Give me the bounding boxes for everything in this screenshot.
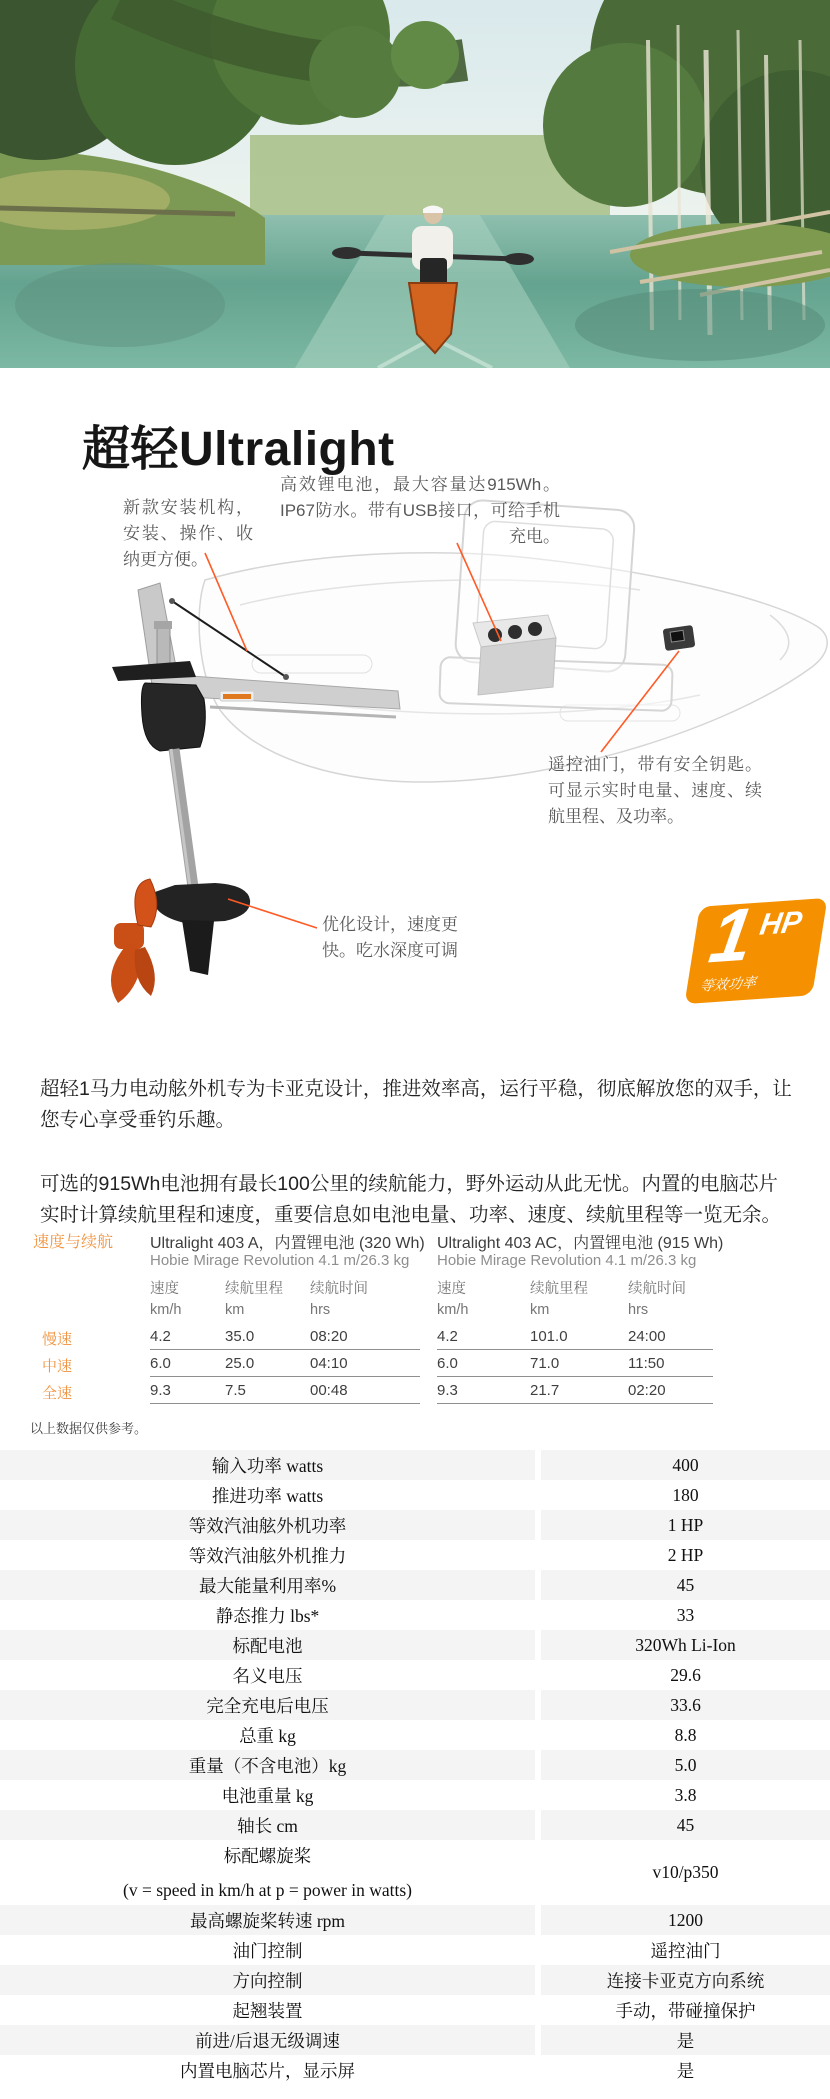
hero-photo-art — [0, 0, 830, 368]
spec-value-cell: 遥控油门 — [650, 1940, 721, 1961]
measure-name: 续航时间 — [310, 1281, 368, 1297]
hp-caption: 等效功率 — [698, 973, 758, 995]
spec-sublabel: (v = speed in km/h at p = power in watts) — [123, 1880, 412, 1900]
speed-range-label: 速度与续航 — [33, 1234, 114, 1251]
speed-value: 04:10 — [310, 1355, 348, 1372]
speed-value: 00:48 — [310, 1382, 348, 1399]
spec-label-cell: 方向控制 — [0, 1965, 535, 1995]
spec-value-cell: 45 — [541, 1570, 830, 1600]
measure-unit: hrs — [628, 1302, 649, 1318]
row-separator — [437, 1349, 713, 1350]
table-row — [0, 1840, 830, 1905]
spec-value-cell: 33.6 — [541, 1690, 830, 1720]
spec-value-cell: 2 HP — [667, 1544, 704, 1565]
speed-value: 101.0 — [530, 1328, 568, 1345]
speed-col-title-2: Ultralight 403 AC，内置锂电池 (915 Wh) — [437, 1235, 724, 1252]
annotation-throttle: 遥控油门，带有安全钥匙。可显示实时电量、速度、续航里程、及功率。 — [548, 755, 762, 826]
spec-label-cell: 重量（不含电池）kg — [0, 1750, 535, 1780]
spec-value-cell: 5.0 — [541, 1750, 830, 1780]
speed-row-label: 慢速 — [42, 1331, 73, 1348]
row-separator — [437, 1376, 713, 1377]
table-row — [0, 1450, 830, 1480]
remote-control — [663, 625, 696, 651]
measure-name: 速度 — [437, 1281, 466, 1297]
spec-value-cell: v10/p350 — [652, 1862, 719, 1882]
measure-name: 续航里程 — [225, 1281, 283, 1297]
hero-photo — [0, 0, 830, 368]
spec-label: 标配螺旋桨 — [223, 1846, 312, 1866]
speed-col-subtitle-2: Hobie Mirage Revolution 4.1 m/26.3 kg — [437, 1252, 697, 1269]
speed-value: 9.3 — [150, 1382, 171, 1399]
table-row — [0, 1810, 830, 1840]
table-row — [0, 1510, 830, 1540]
spec-value-cell: 33 — [676, 1604, 695, 1625]
speed-value: 11:50 — [628, 1355, 665, 1372]
row-separator — [437, 1403, 713, 1404]
speed-range-section — [0, 1222, 830, 1450]
spec-value-cell: 1200 — [541, 1905, 830, 1935]
battery-box — [473, 615, 556, 695]
table-row — [0, 1935, 830, 1965]
spec-label-cell: 静态推力 lbs* — [215, 1605, 320, 1626]
spec-label-cell: 前进/后退无级调速 — [0, 2025, 535, 2055]
table-row — [0, 1600, 830, 1630]
measure-name: 续航时间 — [628, 1281, 686, 1297]
spec-label-cell: 油门控制 — [232, 1940, 303, 1961]
row-separator — [150, 1403, 420, 1404]
speed-value: 4.2 — [437, 1328, 458, 1345]
spec-label-cell: 等效汽油舷外机推力 — [188, 1545, 347, 1566]
spec-label-cell: 等效汽油舷外机功率 — [0, 1510, 535, 1540]
speed-value: 08:20 — [310, 1328, 348, 1345]
spec-value-cell: 3.8 — [674, 1784, 697, 1805]
spec-label-cell: 最高螺旋桨转速 rpm — [0, 1905, 535, 1935]
table-row — [0, 1750, 830, 1780]
speed-value: 24:00 — [628, 1328, 666, 1345]
spec-value-cell: 29.6 — [670, 1664, 701, 1685]
table-row — [0, 1480, 830, 1510]
speed-value: 4.2 — [150, 1328, 171, 1345]
annotation-battery: 高效锂电池，最大容量达915Wh。IP67防水。带有USB接口，可给手机充电。 — [280, 475, 560, 546]
spec-value-cell: 是 — [541, 2025, 830, 2055]
table-row — [0, 1905, 830, 1935]
table-row — [0, 1570, 830, 1600]
speed-value: 7.5 — [225, 1382, 246, 1399]
spec-label-cell: 内置电脑芯片，显示屏 — [180, 2060, 355, 2081]
table-row — [0, 1995, 830, 2025]
measure-unit: hrs — [310, 1302, 331, 1318]
speed-col-subtitle-1: Hobie Mirage Revolution 4.1 m/26.3 kg — [150, 1252, 410, 1269]
table-row — [0, 1780, 830, 1810]
intro-paragraph-2: 可选的915Wh电池拥有最长100公里的续航能力，野外运动从此无忧。内置的电脑芯片实时计算续航里程和速度，重要信息如电池电量、功率、速度、续航里程等一览无余。 — [40, 1173, 782, 1226]
spec-label-cell: 总重 kg — [239, 1725, 296, 1746]
table-row — [0, 1630, 830, 1660]
spec-value-cell: 手动，带碰撞保护 — [615, 2000, 756, 2021]
speed-value: 35.0 — [225, 1328, 255, 1345]
speed-col-title-1: Ultralight 403 A，内置锂电池 (320 Wh) — [150, 1235, 425, 1252]
spec-table — [0, 1450, 830, 2085]
spec-label-cell: 输入功率 watts — [0, 1450, 535, 1480]
spec-label-cell: 电池重量 kg — [221, 1785, 314, 1806]
row-separator — [150, 1376, 420, 1377]
annotation-design: 优化设计，速度更快。吃水深度可调 — [322, 915, 458, 960]
speed-value: 25.0 — [225, 1355, 255, 1372]
spec-value-cell: 1 HP — [541, 1510, 830, 1540]
page-title: 超轻Ultralight — [82, 423, 395, 477]
spec-label-cell: 起翘装置 — [232, 2000, 303, 2021]
table-row — [0, 1660, 830, 1690]
table-row — [0, 2025, 830, 2055]
spec-label-cell: 名义电压 — [232, 1665, 303, 1686]
table-row — [0, 1690, 830, 1720]
table-row — [0, 1540, 830, 1570]
table-row — [0, 1965, 830, 1995]
spec-value-cell: 320Wh Li-Ion — [541, 1630, 830, 1660]
speed-row-label: 中速 — [42, 1358, 73, 1375]
spec-label-cell: 轴长 cm — [0, 1810, 535, 1840]
spec-label-cell: 最大能量利用率% — [0, 1570, 535, 1600]
intro-paragraph-1: 超轻1马力电动舷外机专为卡亚克设计，推进效率高，运行平稳，彻底解放您的双手，让您专心享受垂钓乐趣。 — [40, 1078, 792, 1131]
equivalent-power-badge — [684, 891, 827, 1004]
hp-unit: HP — [757, 905, 805, 942]
spec-label-cell: 标配电池 — [0, 1630, 535, 1660]
speed-value: 6.0 — [150, 1355, 171, 1372]
spec-value-cell: 400 — [541, 1450, 830, 1480]
measure-name: 续航里程 — [530, 1281, 588, 1297]
speed-value: 21.7 — [530, 1382, 560, 1399]
propeller — [111, 879, 157, 1003]
spec-label-cell: 推进功率 watts — [211, 1485, 324, 1506]
speed-value: 9.3 — [437, 1382, 458, 1399]
spec-value-cell: 是 — [676, 2060, 695, 2081]
speed-value: 02:20 — [628, 1382, 666, 1399]
spec-value-cell: 45 — [541, 1810, 830, 1840]
table-row — [0, 2055, 830, 2085]
speed-value: 6.0 — [437, 1355, 458, 1372]
measure-name: 速度 — [150, 1281, 179, 1297]
spec-value-cell: 连接卡亚克方向系统 — [541, 1965, 830, 1995]
measure-unit: km — [225, 1302, 245, 1318]
table-row — [0, 1720, 830, 1750]
annotation-mount: 新款安装机构，安装、操作、收纳更方便。 — [123, 498, 253, 569]
measure-unit: km/h — [437, 1302, 469, 1318]
measure-unit: km — [530, 1302, 550, 1318]
row-separator — [150, 1349, 420, 1350]
speed-footnote: 以上数据仅供参考。 — [30, 1421, 148, 1436]
spec-value-cell: 180 — [672, 1484, 699, 1505]
spec-label-cell: 完全充电后电压 — [0, 1690, 535, 1720]
spec-value-cell: 8.8 — [674, 1724, 697, 1745]
speed-row-label: 全速 — [42, 1385, 73, 1402]
measure-unit: km/h — [150, 1302, 182, 1318]
spec-label-cell — [0, 1840, 535, 1905]
speed-value: 71.0 — [530, 1355, 560, 1372]
hp-value: 1 — [704, 891, 759, 979]
